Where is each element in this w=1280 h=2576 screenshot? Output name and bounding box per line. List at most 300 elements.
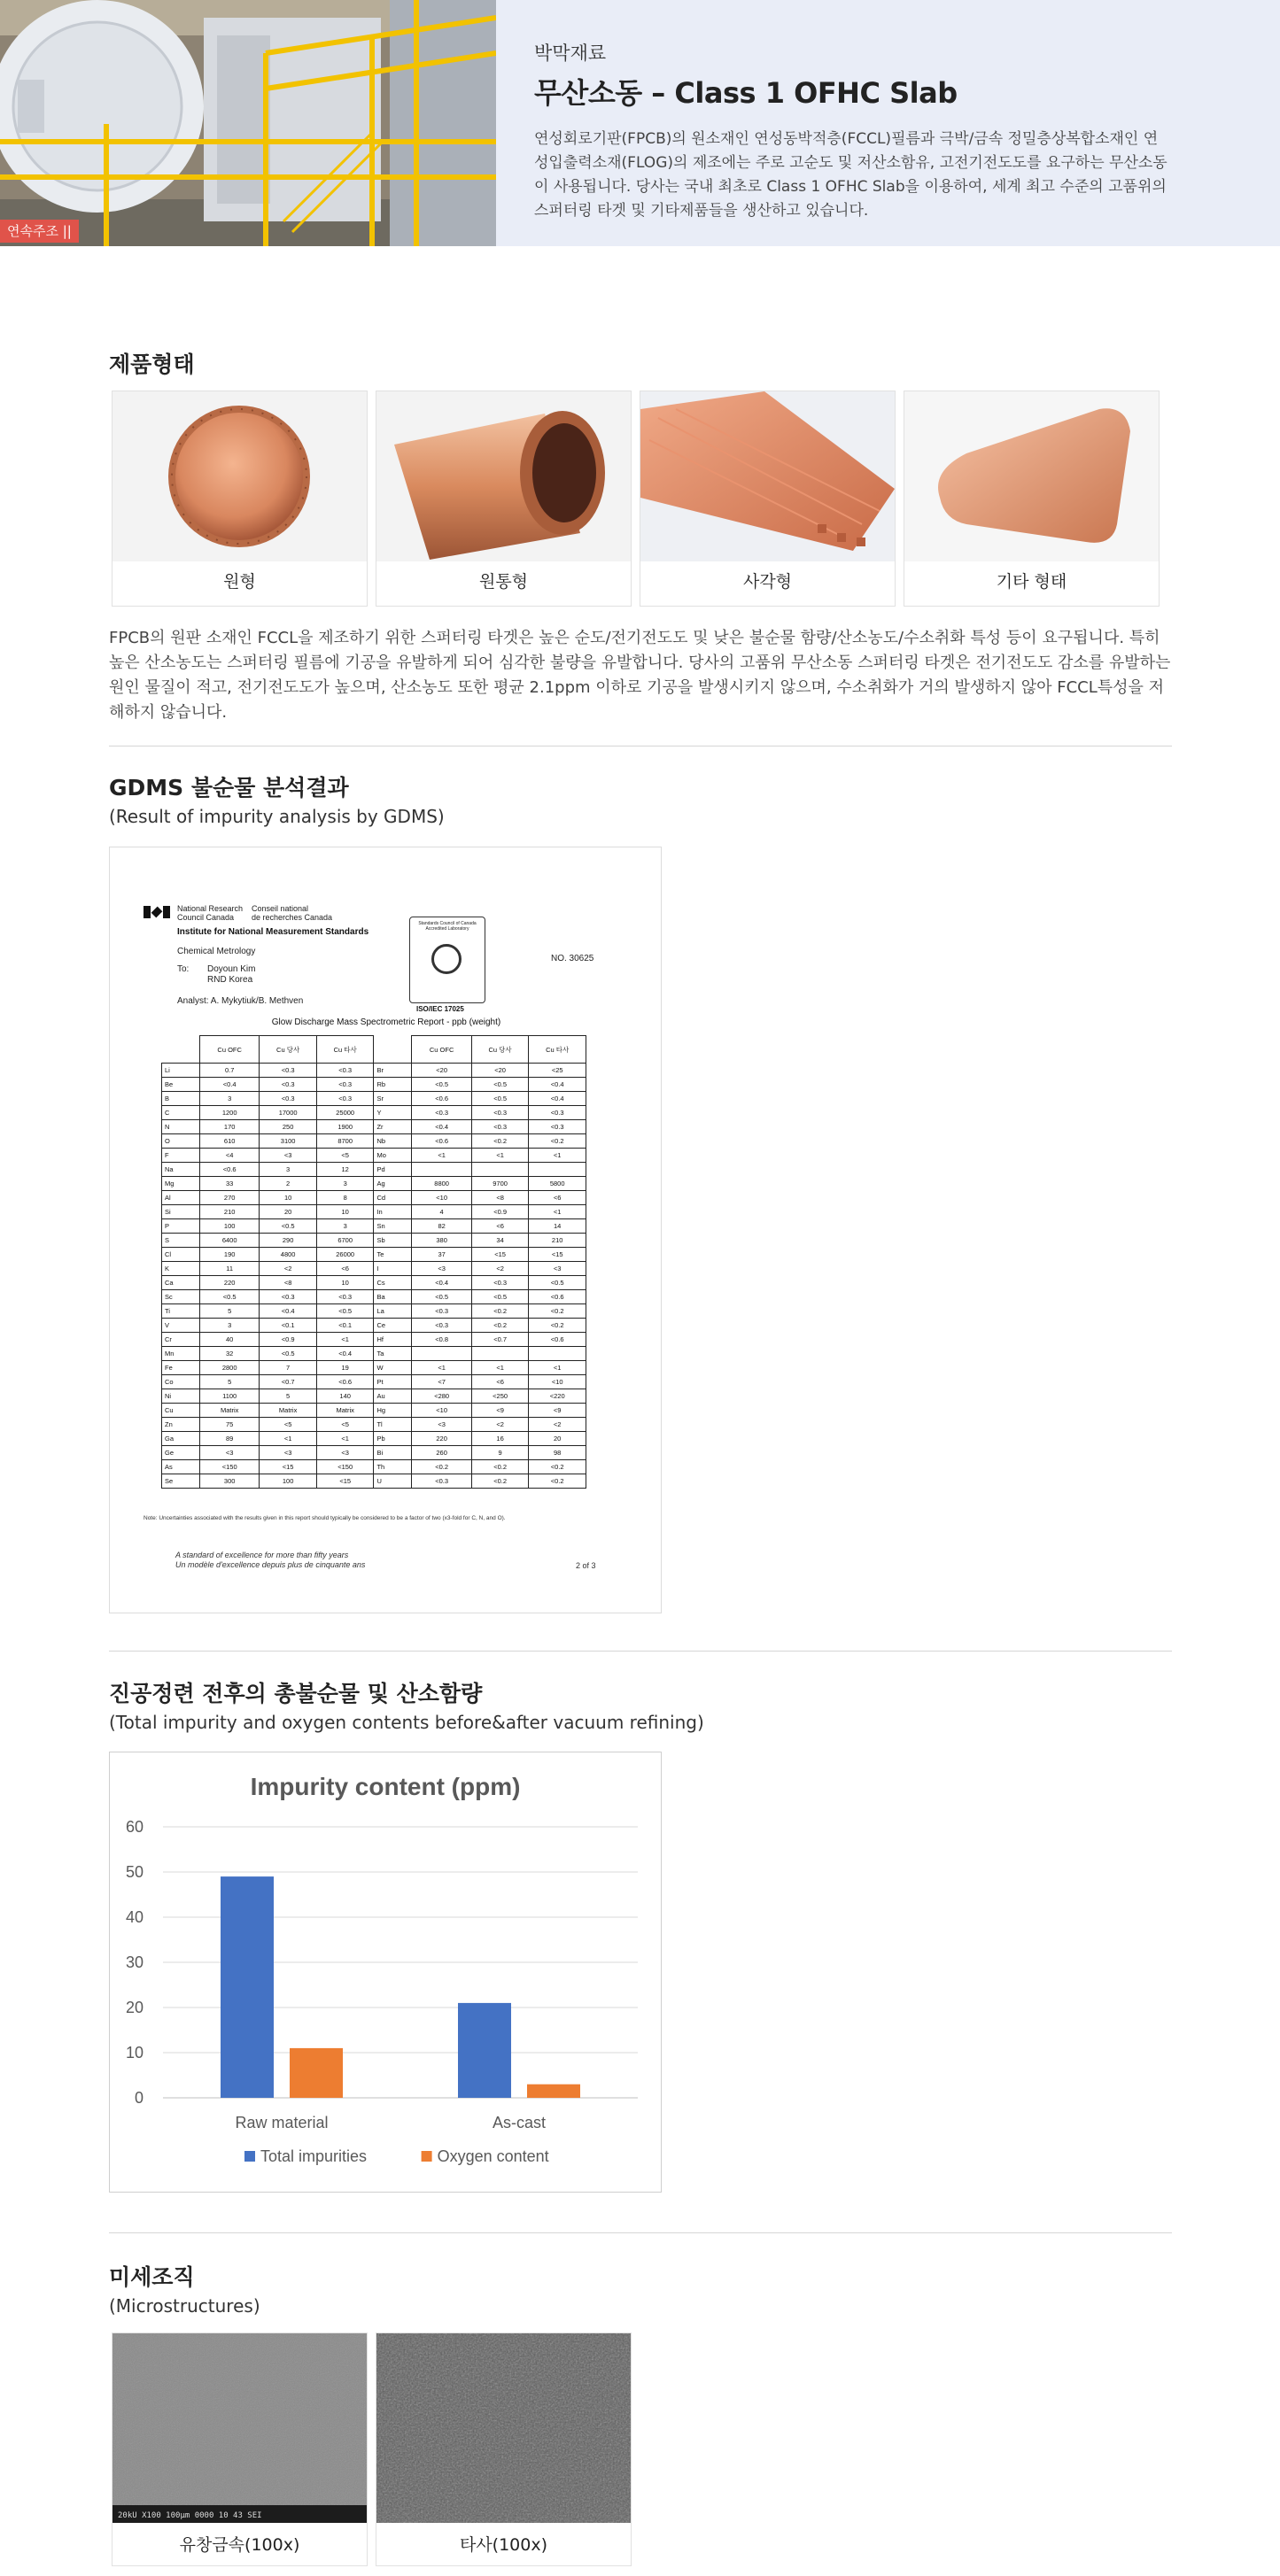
table-cell: Se (162, 1474, 200, 1489)
table-cell: 82 (412, 1219, 471, 1234)
table-cell: <0.2 (471, 1304, 529, 1319)
table-row (162, 1064, 586, 1078)
table-cell: <0.4 (412, 1120, 471, 1134)
table-cell: 10 (316, 1276, 374, 1290)
table-cell: <0.6 (200, 1163, 260, 1177)
table-cell: Zr (374, 1120, 412, 1134)
table-cell: <0.2 (412, 1460, 471, 1474)
legend-label: Oxygen content (437, 2147, 549, 2165)
report-recipient: Doyoun Kim RND Korea (207, 964, 256, 985)
table-cell: Hf (374, 1333, 412, 1347)
table-cell: 140 (316, 1389, 374, 1404)
report-number: NO. 30625 (551, 954, 594, 963)
micro-label: 유창금속(100x) (179, 2535, 300, 2555)
table-cell: V (162, 1319, 200, 1333)
table-cell: <8 (471, 1191, 529, 1205)
table-cell: <0.5 (412, 1290, 471, 1304)
table-cell: 220 (200, 1276, 260, 1290)
gdms-report-document (109, 847, 662, 1613)
table-cell: 1900 (316, 1120, 374, 1134)
hero-subtitle: 박막재료 (534, 43, 607, 64)
table-cell: <0.4 (260, 1304, 317, 1319)
table-header-cell: Cu 당사 (260, 1036, 317, 1064)
table-row (162, 1234, 586, 1248)
table-cell: 3 (200, 1319, 260, 1333)
table-cell: 3 (260, 1163, 317, 1177)
table-cell: <0.5 (471, 1290, 529, 1304)
hero-description: 연성회로기판(FPCB)의 원소재인 연성동박적층(FCCL)필름과 극박/금속 정밀층상복합소재인 연성입출력소재(FLOG)의 제조에는 주로 고순도 및 저산소함유, 고전기전도도를 요구하는 무산소동이 사용됩니다. 당사는 국내 최초로 Class 1 OFHC Slab을 이용하여, 세계 최고 수준의 고품위의 스퍼터링 타겟 및 기타제품들을 생산하고 있습니다. (534, 130, 1168, 220)
table-cell: 5800 (529, 1177, 586, 1191)
table-cell: La (374, 1304, 412, 1319)
table-cell: Pt (374, 1375, 412, 1389)
report-dept: Chemical Metrology (177, 947, 256, 956)
table-cell: <0.3 (260, 1290, 317, 1304)
table-cell: <220 (529, 1389, 586, 1404)
table-cell: 11 (200, 1262, 260, 1276)
table-cell: <15 (260, 1460, 317, 1474)
table-cell: <0.9 (471, 1205, 529, 1219)
product-image-rectangle (640, 391, 895, 561)
table-cell: <3 (260, 1149, 317, 1163)
table-cell: <0.6 (316, 1375, 374, 1389)
table-cell: 270 (200, 1191, 260, 1205)
y-tick-label: 20 (125, 1999, 144, 2016)
table-cell: <3 (260, 1446, 317, 1460)
impurity-table-grid (161, 1035, 586, 1489)
table-header-cell: Cu 타사 (529, 1036, 586, 1064)
table-cell (412, 1347, 471, 1361)
micro-image-competitor (376, 2333, 631, 2523)
table-cell: 37 (412, 1248, 471, 1262)
table-header-cell (374, 1036, 412, 1064)
impurity-table (161, 1035, 586, 1489)
table-row (162, 1375, 586, 1389)
table-cell: <5 (260, 1418, 317, 1432)
table-cell: Nb (374, 1134, 412, 1149)
table-cell: <1 (260, 1432, 317, 1446)
y-tick-label: 50 (125, 1863, 144, 1881)
table-cell: <0.3 (316, 1290, 374, 1304)
section-divider (109, 2232, 1172, 2233)
table-cell: <0.3 (471, 1276, 529, 1290)
table-cell: <0.5 (529, 1276, 586, 1290)
table-row (162, 1333, 586, 1347)
table-cell: Ba (374, 1290, 412, 1304)
table-cell: <2 (471, 1262, 529, 1276)
table-cell: Rb (374, 1078, 412, 1092)
table-row (162, 1177, 586, 1191)
table-cell: <2 (471, 1418, 529, 1432)
table-cell: <0.5 (260, 1347, 317, 1361)
table-row (162, 1248, 586, 1262)
table-cell: <3 (529, 1262, 586, 1276)
table-cell: <0.1 (260, 1319, 317, 1333)
table-cell: P (162, 1219, 200, 1234)
table-cell: <15 (316, 1474, 374, 1489)
table-cell: 33 (200, 1177, 260, 1191)
table-cell: 190 (200, 1248, 260, 1262)
legend-label: Total impurities (260, 2147, 368, 2165)
micro-label: 타사(100x) (459, 2535, 548, 2555)
table-cell: F (162, 1149, 200, 1163)
report-note: Note: Uncertainties associated with the results given in this report should typically be considered to be a factor of two (x3-fold for C, N, and O). (144, 1515, 506, 1521)
refining-subtitle: (Total impurity and oxygen contents before&after vacuum refining) (109, 1712, 704, 1733)
table-cell: 3 (316, 1177, 374, 1191)
table-cell: <0.3 (316, 1078, 374, 1092)
table-cell: Cd (374, 1191, 412, 1205)
table-cell: 10 (260, 1191, 317, 1205)
table-cell: <5 (316, 1149, 374, 1163)
report-org-fr: Conseil national de recherches Canada (252, 904, 333, 922)
table-cell: 9700 (471, 1177, 529, 1191)
table-cell: Ti (162, 1304, 200, 1319)
y-tick-label: 0 (134, 2089, 144, 2107)
table-cell: 5 (200, 1375, 260, 1389)
table-cell: <0.3 (529, 1106, 586, 1120)
y-tick-label: 60 (125, 1818, 144, 1836)
table-cell: <0.9 (260, 1333, 317, 1347)
report-to-label: To: (177, 964, 190, 974)
table-cell: <3 (316, 1446, 374, 1460)
products-header (109, 347, 1172, 379)
x-tick-label: As-cast (492, 2114, 547, 2131)
product-label: 사각형 (742, 572, 793, 592)
table-cell: Ge (162, 1446, 200, 1460)
table-cell: <9 (529, 1404, 586, 1418)
table-row (162, 1404, 586, 1418)
table-cell: 5 (260, 1389, 317, 1404)
table-cell: <2 (260, 1262, 317, 1276)
table-header-cell: Cu OFC (200, 1036, 260, 1064)
table-cell: Ag (374, 1177, 412, 1191)
sem-scale-text: 20kU X100 100µm 0000 10 43 SEI (118, 2511, 262, 2520)
table-cell: 220 (412, 1432, 471, 1446)
table-cell: Sc (162, 1290, 200, 1304)
table-cell: <0.3 (260, 1092, 317, 1106)
table-row (162, 1163, 586, 1177)
table-cell: N (162, 1120, 200, 1134)
table-cell: 10 (316, 1205, 374, 1219)
hero-banner (0, 0, 1280, 246)
table-row (162, 1092, 586, 1106)
product-card-other (904, 391, 1160, 607)
table-row (162, 1446, 586, 1460)
table-row (162, 1120, 586, 1134)
table-cell: <1 (316, 1333, 374, 1347)
table-cell: 1100 (200, 1389, 260, 1404)
table-cell: <20 (412, 1064, 471, 1078)
table-cell: 2800 (200, 1361, 260, 1375)
product-image-other (904, 391, 1159, 561)
table-cell: <20 (471, 1064, 529, 1078)
table-cell: 19 (316, 1361, 374, 1375)
table-cell: <0.2 (471, 1134, 529, 1149)
micro-header (109, 2260, 1172, 2317)
table-cell: S (162, 1234, 200, 1248)
table-cell: 8 (316, 1191, 374, 1205)
product-gallery (112, 391, 1161, 607)
table-cell: Matrix (316, 1404, 374, 1418)
table-cell: 20 (260, 1205, 317, 1219)
table-cell: <6 (316, 1262, 374, 1276)
table-cell: Li (162, 1064, 200, 1078)
y-tick-label: 30 (125, 1953, 144, 1971)
table-cell: <1 (412, 1361, 471, 1375)
table-cell: <0.3 (412, 1474, 471, 1489)
table-cell: <6 (471, 1375, 529, 1389)
accreditation-seal: Standards Council of Canada Accredited Laboratory (409, 917, 485, 1003)
table-cell: <6 (471, 1219, 529, 1234)
table-cell: 250 (260, 1120, 317, 1134)
table-cell: Cs (374, 1276, 412, 1290)
table-cell: 32 (200, 1347, 260, 1361)
table-cell: <0.2 (471, 1460, 529, 1474)
product-label: 원통형 (478, 572, 529, 592)
table-cell: 98 (529, 1446, 586, 1460)
table-cell: <0.4 (316, 1347, 374, 1361)
micro-card-ours (112, 2332, 368, 2566)
refining-title: 진공정련 전후의 총불순물 및 산소함량 (109, 1681, 483, 1706)
table-cell (529, 1347, 586, 1361)
table-cell: <0.6 (529, 1333, 586, 1347)
table-cell: 16 (471, 1432, 529, 1446)
table-cell: <0.5 (412, 1078, 471, 1092)
table-cell: Th (374, 1460, 412, 1474)
table-cell: Mn (162, 1347, 200, 1361)
table-cell (529, 1163, 586, 1177)
table-cell: 12 (316, 1163, 374, 1177)
table-cell: 6700 (316, 1234, 374, 1248)
table-cell: 290 (260, 1234, 317, 1248)
impurity-chart-svg (110, 1752, 661, 2192)
table-cell: <0.7 (260, 1375, 317, 1389)
table-cell: 14 (529, 1219, 586, 1234)
table-row (162, 1418, 586, 1432)
table-cell: 3 (200, 1092, 260, 1106)
table-cell: Zn (162, 1418, 200, 1432)
table-cell: <0.5 (260, 1219, 317, 1234)
table-cell: 26000 (316, 1248, 374, 1262)
table-header-cell: Cu 타사 (316, 1036, 374, 1064)
table-cell: <150 (200, 1460, 260, 1474)
table-cell: 40 (200, 1333, 260, 1347)
table-cell: <0.6 (412, 1092, 471, 1106)
table-cell: <10 (529, 1375, 586, 1389)
table-cell: <250 (471, 1389, 529, 1404)
table-cell: Mo (374, 1149, 412, 1163)
table-row (162, 1460, 586, 1474)
table-cell: 210 (529, 1234, 586, 1248)
table-cell: <3 (412, 1262, 471, 1276)
report-iso: ISO/IEC 17025 (416, 1005, 464, 1013)
products-title: 제품형태 (109, 352, 195, 377)
table-cell: <0.5 (316, 1304, 374, 1319)
table-cell: Si (162, 1205, 200, 1219)
table-cell: <0.3 (471, 1120, 529, 1134)
table-cell: <0.2 (529, 1134, 586, 1149)
table-row (162, 1205, 586, 1219)
table-cell: 1200 (200, 1106, 260, 1120)
table-cell: <0.4 (412, 1276, 471, 1290)
section-divider (109, 1651, 1172, 1652)
table-cell: <10 (412, 1404, 471, 1418)
table-cell: <1 (412, 1149, 471, 1163)
table-cell: 100 (200, 1219, 260, 1234)
bar (221, 1876, 274, 2098)
report-analyst: Analyst: A. Mykytiuk/B. Methven (177, 996, 304, 1006)
micro-title: 미세조직 (109, 2264, 195, 2290)
table-cell: <0.2 (529, 1474, 586, 1489)
table-cell: 3 (316, 1219, 374, 1234)
table-cell: <0.2 (529, 1304, 586, 1319)
table-cell: C (162, 1106, 200, 1120)
table-cell: Be (162, 1078, 200, 1092)
table-cell: <0.3 (260, 1078, 317, 1092)
table-cell: <0.7 (471, 1333, 529, 1347)
x-tick-label: Raw material (235, 2114, 329, 2131)
page-title: 무산소동 – Class 1 OFHC Slab (534, 76, 958, 110)
micro-card-competitor (376, 2332, 632, 2566)
table-cell: <1 (471, 1149, 529, 1163)
table-cell: <8 (260, 1276, 317, 1290)
legend-swatch (244, 2151, 255, 2162)
table-cell: Fe (162, 1361, 200, 1375)
gdms-subtitle: (Result of impurity analysis by GDMS) (109, 806, 445, 827)
table-cell: Co (162, 1375, 200, 1389)
table-cell: Au (374, 1389, 412, 1404)
table-cell: 3100 (260, 1134, 317, 1149)
chart-title: Impurity content (ppm) (250, 1773, 521, 1800)
table-header-cell: Cu OFC (412, 1036, 471, 1064)
table-cell: <0.3 (412, 1319, 471, 1333)
table-cell: Matrix (260, 1404, 317, 1418)
table-cell: <10 (412, 1191, 471, 1205)
table-cell: 100 (260, 1474, 317, 1489)
table-cell: 25000 (316, 1106, 374, 1120)
gdms-header (109, 770, 1172, 827)
table-row (162, 1389, 586, 1404)
table-cell: Y (374, 1106, 412, 1120)
hero-badge: 연속주조 || (0, 220, 79, 243)
table-cell: Matrix (200, 1404, 260, 1418)
products-description: FPCB의 원판 소재인 FCCL을 제조하기 위한 스퍼터링 타겟은 높은 순도/전기전도도 및 낮은 불순물 함량/산소농도/수소취화 특성 등이 요구됩니다. 특히 높은 산소농도는 스퍼터링 필름에 기공을 유발하게 되어 심각한 불량을 유발합니다. 당사의 고품위 무산소동 스퍼터링 타겟은 전기전도도 감소를 유발하는 원인 물질이 적고, 전기전도도가 높으며, 산소농도 또한 평균 2.1ppm 이하로 기공을 발생시키지 않으며, 수소취화가 거의 발생하지 않아 FCCL특성을 저해하지 않습니다. (109, 629, 1171, 722)
table-row (162, 1361, 586, 1375)
y-tick-label: 10 (125, 2044, 144, 2062)
table-cell: 260 (412, 1446, 471, 1460)
table-row (162, 1134, 586, 1149)
table-cell: Pd (374, 1163, 412, 1177)
table-cell: <4 (200, 1149, 260, 1163)
table-cell: <2 (529, 1418, 586, 1432)
table-cell: <0.4 (529, 1092, 586, 1106)
table-cell: 9 (471, 1446, 529, 1460)
table-row (162, 1262, 586, 1276)
table-cell: <5 (316, 1418, 374, 1432)
table-cell: <1 (529, 1205, 586, 1219)
table-cell: <3 (200, 1446, 260, 1460)
table-cell: 7 (260, 1361, 317, 1375)
bar (527, 2085, 580, 2098)
bar (458, 2003, 511, 2098)
table-cell: Ta (374, 1347, 412, 1361)
table-row (162, 1276, 586, 1290)
table-row (162, 1474, 586, 1489)
table-cell: In (374, 1205, 412, 1219)
table-cell: <0.5 (471, 1078, 529, 1092)
bar (290, 2048, 343, 2098)
table-cell: Cu (162, 1404, 200, 1418)
table-cell: <15 (529, 1248, 586, 1262)
table-cell: W (374, 1361, 412, 1375)
table-row (162, 1149, 586, 1163)
table-cell: Te (374, 1248, 412, 1262)
table-cell: Bi (374, 1446, 412, 1460)
table-cell (471, 1347, 529, 1361)
table-cell: 210 (200, 1205, 260, 1219)
table-cell: <280 (412, 1389, 471, 1404)
table-cell: <150 (316, 1460, 374, 1474)
table-cell: Mg (162, 1177, 200, 1191)
table-cell: <0.3 (316, 1064, 374, 1078)
legend-swatch (422, 2151, 432, 2162)
table-cell: <1 (316, 1432, 374, 1446)
product-image-round (112, 391, 367, 561)
table-row (162, 1319, 586, 1333)
table-cell: <15 (471, 1248, 529, 1262)
furnace-illustration (0, 0, 496, 246)
table-cell: <0.3 (316, 1092, 374, 1106)
table-cell: 0.7 (200, 1064, 260, 1078)
table-cell: <0.5 (471, 1092, 529, 1106)
table-cell: Sb (374, 1234, 412, 1248)
table-cell: 34 (471, 1234, 529, 1248)
table-cell: Ca (162, 1276, 200, 1290)
product-card-round (112, 391, 368, 607)
table-cell: <0.8 (412, 1333, 471, 1347)
table-cell: <0.1 (316, 1319, 374, 1333)
table-cell: O (162, 1134, 200, 1149)
table-cell: <1 (529, 1149, 586, 1163)
table-cell: <1 (471, 1361, 529, 1375)
table-cell: As (162, 1460, 200, 1474)
product-image-cylinder (376, 391, 631, 561)
table-row (162, 1191, 586, 1205)
table-cell: <0.3 (471, 1106, 529, 1120)
report-institute: Institute for National Measurement Standards (177, 927, 369, 937)
table-cell: <0.3 (412, 1304, 471, 1319)
table-cell: Tl (374, 1418, 412, 1432)
report-footer: A standard of excellence for more than fifty years Un modèle d'excellence depuis plus de cinquante ans (175, 1551, 366, 1569)
table-cell: <0.3 (260, 1064, 317, 1078)
table-cell: Na (162, 1163, 200, 1177)
table-cell: 89 (200, 1432, 260, 1446)
table-row (162, 1219, 586, 1234)
product-label: 기타 형태 (996, 572, 1067, 592)
table-cell: 75 (200, 1418, 260, 1432)
table-cell: 610 (200, 1134, 260, 1149)
table-cell: <0.2 (471, 1319, 529, 1333)
table-cell: 170 (200, 1120, 260, 1134)
table-header-cell: Cu 당사 (471, 1036, 529, 1064)
table-cell: 20 (529, 1432, 586, 1446)
report-title: Glow Discharge Mass Spectrometric Report - ppb (weight) (271, 1017, 501, 1027)
report-org-en: National Research Council Canada (177, 904, 244, 922)
table-header-cell (162, 1036, 200, 1064)
table-cell: <0.2 (529, 1319, 586, 1333)
table-cell: <0.4 (200, 1078, 260, 1092)
table-cell: <0.2 (529, 1460, 586, 1474)
table-cell: Hg (374, 1404, 412, 1418)
